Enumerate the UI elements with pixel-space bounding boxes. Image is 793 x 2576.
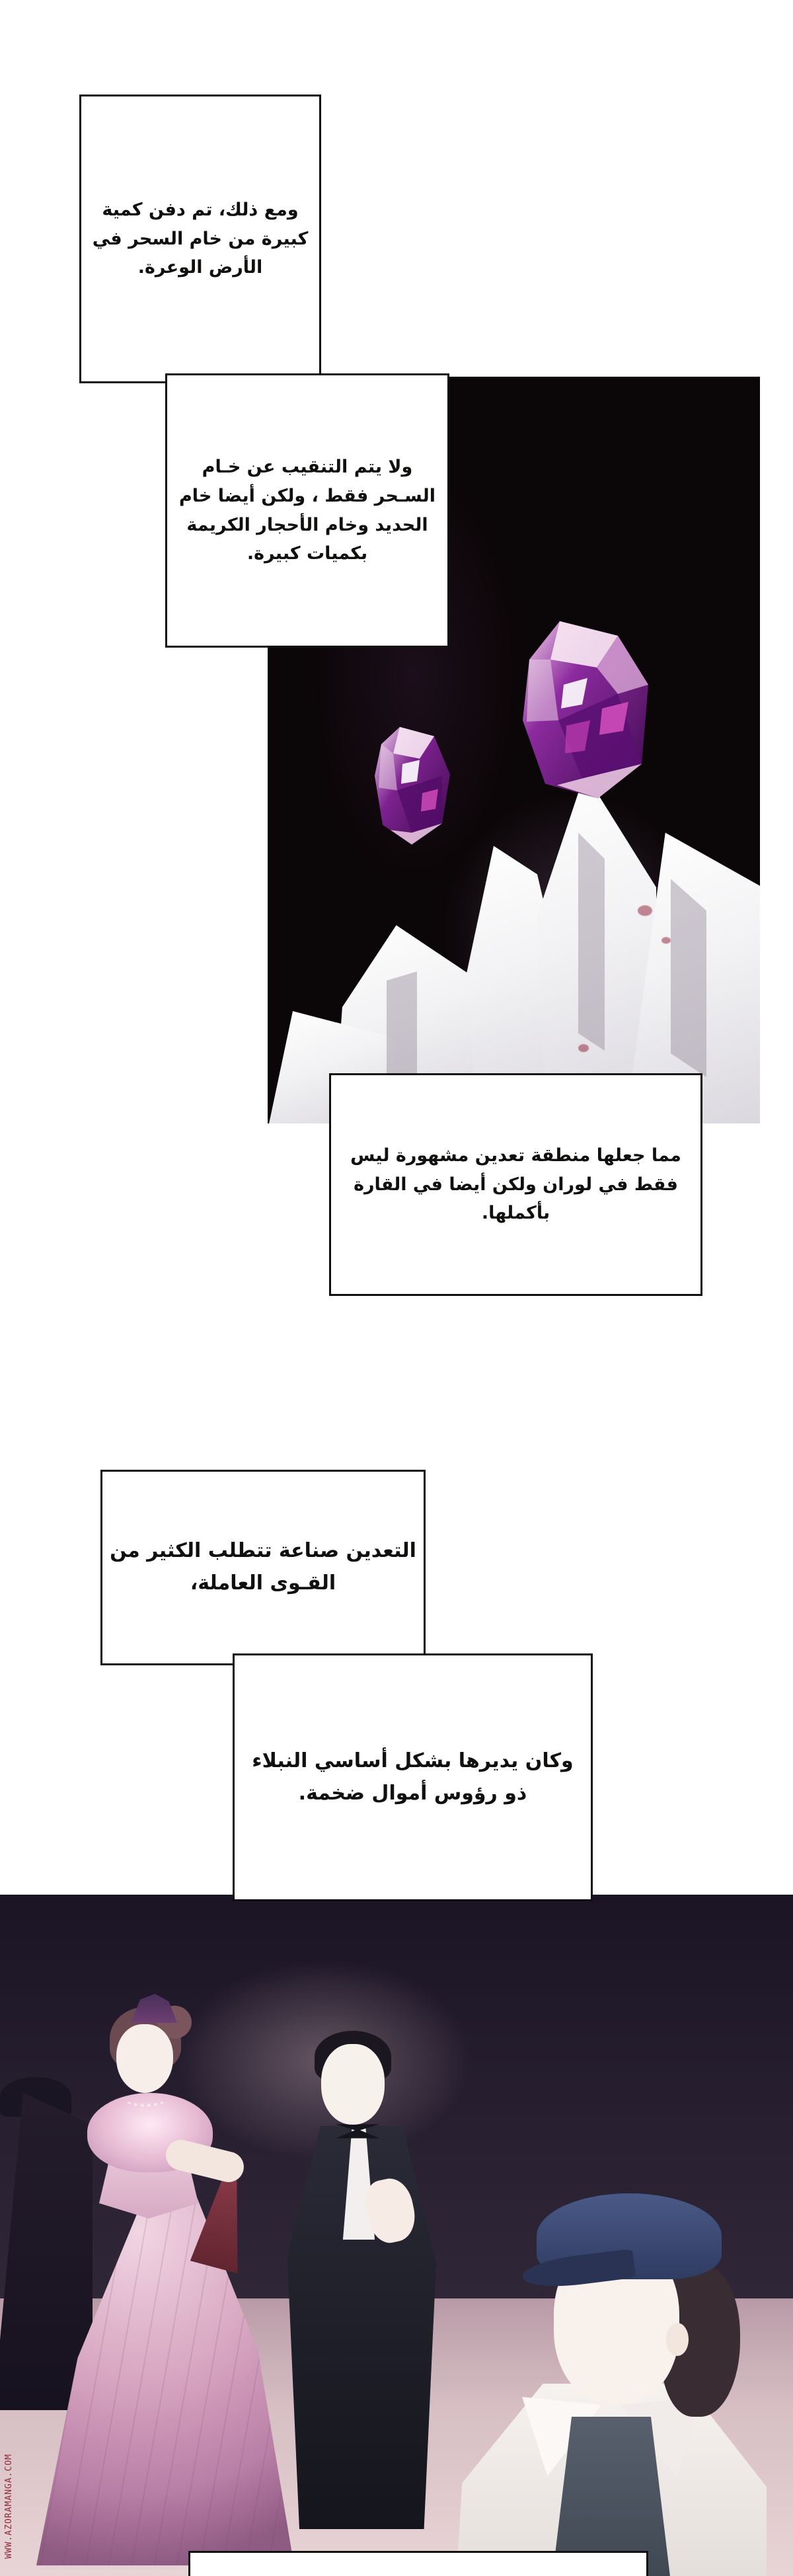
quartz-shadow [578, 833, 605, 1051]
mineral-speck [661, 937, 671, 944]
narration-box-4 [100, 1470, 426, 1665]
narration-text: ومع ذلك، تم دفن كمية كبيرة من خام السحر في الأرض الوعرة. [92, 199, 309, 278]
site-watermark: WWW.AZORAMANGA.COM [4, 2454, 14, 2559]
narration-box-3 [329, 1073, 702, 1296]
quartz-shadow [671, 879, 706, 1077]
panel-notch [268, 378, 320, 386]
narration-text: ولا يتم التنقيب عن خـام السـحر فقط ، ولكن أيضا خام الحديد وخام الأحجار الكريمة بكميات كبيرة. [178, 457, 436, 564]
amethyst-crystal-small [373, 727, 453, 846]
noblewoman-pearl-necklace [126, 2093, 165, 2107]
boy-ear [666, 2323, 689, 2356]
narration-box-2 [165, 373, 449, 648]
mineral-speck [638, 905, 652, 916]
narration-text: وكان يديرها بشكل أساسي النبلاء ذو رؤوس أموال ضخمة. [252, 1749, 574, 1805]
amethyst-crystal-large [519, 621, 651, 800]
ballroom-panel [0, 1895, 793, 2576]
narration-text: التعدين صناعة تتطلب الكثير من القـوى العاملة، [110, 1539, 416, 1595]
nobleman-face [321, 2044, 385, 2125]
narration-text: مما جعلها منطقة تعدين مشهورة ليس فقط في لوران ولكن أيضا في القارة بأكملها. [350, 1145, 681, 1224]
narration-box-next-partial [188, 2551, 648, 2576]
noblewoman-face [116, 2024, 173, 2093]
narration-box-1 [79, 95, 321, 383]
mineral-speck [578, 1044, 589, 1052]
narration-box-5 [233, 1653, 593, 1901]
